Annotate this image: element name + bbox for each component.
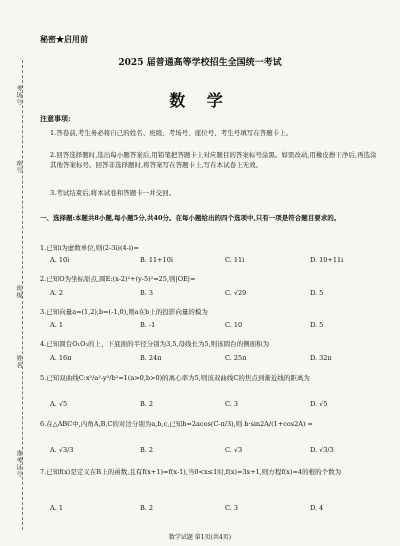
option: A. 1: [50, 321, 63, 329]
notice-item: 3.考试结束后,将本试卷和答题卡一并交回。: [50, 189, 176, 197]
option: C. 3: [225, 504, 239, 512]
notice-item: 1.答卷前,考生务必将自己的姓名、班级、考场号、座位号、考生号填写在答题卡上。: [50, 129, 293, 137]
option: C. 25π: [225, 354, 247, 362]
option: D. 10+11i: [310, 256, 344, 264]
question-stem: 3.已知向量a=(1,2),b=(-1,0),则a在b上的投影向量的模为: [40, 308, 208, 316]
sidebar-label: 考场号: [15, 85, 22, 106]
option: B. 11+10i: [140, 256, 173, 264]
option: B. 2: [140, 446, 154, 454]
exam-title: 2025 届普通高等学校招生全国统一考试: [118, 58, 282, 68]
question-stem: 7.已知f(x)是定义在R上的函数,且有f(x+1)=f(x-1),当0<x≤1时,f(x)=3x+1,则方程f(x)=4的根的个数为: [40, 468, 342, 476]
secret-label: 秘密★启用前: [40, 34, 88, 44]
section-heading: 一、选择题:本题共8小题,每小题5分,共40分。在每小题给出的四个选项中,只有一项是符合题目要求的。: [40, 214, 341, 222]
option: A. 10i: [50, 256, 70, 264]
option: B. 2: [140, 504, 154, 512]
sidebar-label: 班级: [15, 285, 22, 299]
subject-title: 数 学: [169, 91, 231, 110]
option: B. 24π: [140, 354, 162, 362]
option: C. 11i: [225, 256, 245, 264]
option: C. √3: [225, 446, 243, 454]
option: D. √5: [310, 400, 328, 408]
option: B. -1: [140, 321, 156, 329]
option: A. 1: [50, 504, 63, 512]
option: A. 2: [50, 289, 63, 297]
option: D. 4: [310, 504, 324, 512]
option: A. √3/3: [50, 446, 74, 454]
option: D. √3/3: [310, 446, 334, 454]
option: C. 10: [225, 321, 243, 329]
notice-item: 2.回答选择题时,选出每小题答案后,用铅笔把答题卡上对应题目的答案标号涂黑。如需改动,用橡皮擦干净后,再选涂其他答案标号。回答非选择题时,将答案写在答题卡上,写在本试卷上无效。: [50, 151, 377, 169]
option: C. 3: [225, 400, 239, 408]
question-stem: 1.已知i为虚数单位,则(2-3i)(4-i)=: [40, 244, 139, 252]
sidebar-label: 座号: [15, 160, 22, 174]
sidebar-label: 准考证号: [15, 450, 22, 478]
option: D. 32π: [310, 354, 332, 362]
option: D. 5: [310, 289, 324, 297]
option: B. 3: [140, 289, 154, 297]
question-stem: 4.已知圆台O₁O₂的上、下底面的半径分别为3,5,母线长为5,则该圆台的侧面积为: [40, 340, 270, 348]
option: B. 2: [140, 400, 154, 408]
option: A. 16π: [50, 354, 72, 362]
option: A. √5: [50, 400, 68, 408]
notice-title: 注意事项:: [40, 114, 71, 123]
page-footer: 数学试题 第1页(共4页): [168, 534, 232, 541]
sidebar-label: 姓名: [15, 355, 22, 369]
option: D. 5: [310, 321, 324, 329]
question-stem: 6.在△ABC中,内角A,B,C的对边分别为a,b,c,已知b=2acos(C-π/3),则 b·sin2A/(1+cos2A) =: [40, 420, 313, 428]
question-stem: 5.已知双曲线C:x²/a²-y²/b²=1(a>0,b>0)的离心率为5,则该双曲线C的焦点到渐近线的距离为: [40, 374, 310, 382]
option: C. √29: [225, 289, 247, 297]
question-stem: 2.已知O为坐标原点,圆E:(x-2)²+(y-5)²=25,则|OE|=: [40, 275, 196, 283]
